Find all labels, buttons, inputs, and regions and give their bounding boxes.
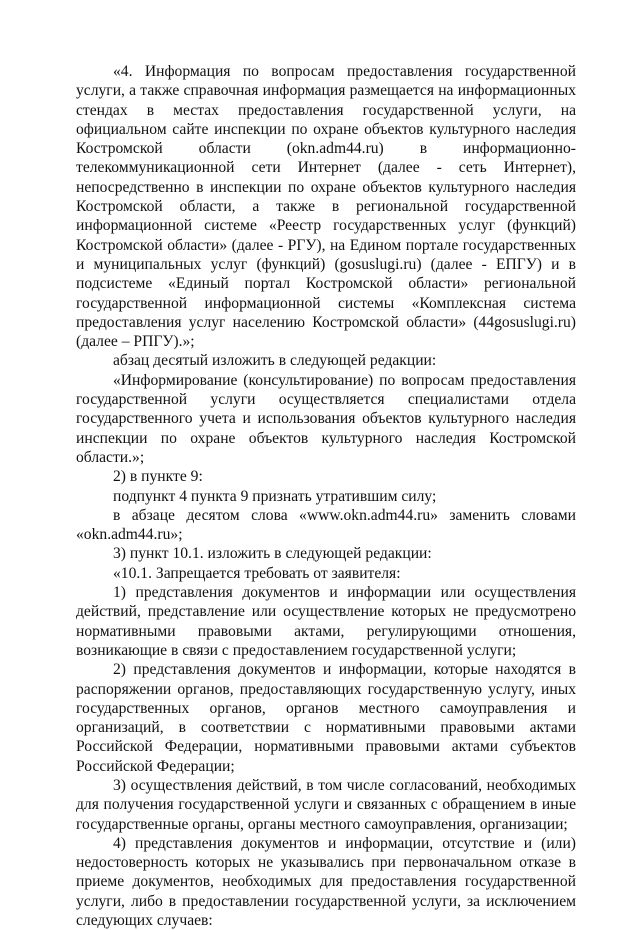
document-page [76,62,576,930]
paragraph-10-1-point-3: 3) осуществления действий, в том числе согласований, необходимых для получения государственной услуги и связанных с обращением в иные государственные органы, органы местного самоуправления, организации; [76,776,576,833]
paragraph-informing: «Информирование (консультирование) по вопросам предоставления государственной услуги осуществляется специалистами отдела государственного учета и использования объектов культурного наследия инспекции по охране объектов культурного наследия Костромской области.»; [76,371,576,466]
paragraph-info-clause-4: «4. Информация по вопросам предоставления государственной услуги, а также справочная информация размещается на информационных стендах в местах предоставления государственной услуги, на официальном сайте инспекции по охране объектов культурного наследия Костромской области (okn.adm44.ru) в информационно-телекоммуникационной сети Интернет (далее - сеть Интернет), непосредственно в инспекции по охране объектов культурного наследия Костромской области, а также в региональной государственной информационной системе «Реестр государственных услуг (функций) Костромской области» (далее - РГУ), на Едином портале государственных и муниципальных услуг (функций) (gosuslugi.ru) (далее - ЕПГУ) и в подсистеме «Единый портал Костромской области» региональной государственной информационной системы «Комплексная система предоставления услуг населению Костромской области» (44gosuslugi.ru) (далее – РПГУ).»; [76,63,576,351]
paragraph-replace-words: в абзаце десятом слова «www.okn.adm44.ru» заменить словами «okn.adm44.ru»; [76,506,576,544]
paragraph-10-1-heading: «10.1. Запрещается требовать от заявителя: [113,564,401,582]
paragraph-10-1-point-1: 1) представления документов и информации или осуществления действий, представление или осуществление которых не предусмотрено нормативными правовыми актами, регулирующими отношения, возникающие в связи с предоставлением государственной услуги; [76,584,576,659]
paragraph-item-3: 3) пункт 10.1. изложить в следующей редакции: [113,545,432,563]
paragraph-10-1-point-2: 2) представления документов и информации, которые находятся в распоряжении органов, предоставляющих государственную услугу, иных государственных органов, органов местного самоуправления и организаций, в соответствии с нормативными правовыми актами Российской Федерации, нормативными правовыми актами субъектов Российской Федерации; [76,661,576,775]
paragraph-subitem-4-void: подпункт 4 пункта 9 признать утратившим силу; [113,487,437,505]
paragraph-tenth-abzac: абзац десятый изложить в следующей редакции: [113,352,437,370]
paragraph-item-2: 2) в пункте 9: [113,468,203,486]
paragraph-10-1-point-4: 4) представления документов и информации, отсутствие и (или) недостоверность которых не указывались при первоначальном отказе в приеме документов, необходимых для предоставления государственной услуги, либо в предоставлении государственной услуги, за исключением следующих случаев: [76,834,576,930]
